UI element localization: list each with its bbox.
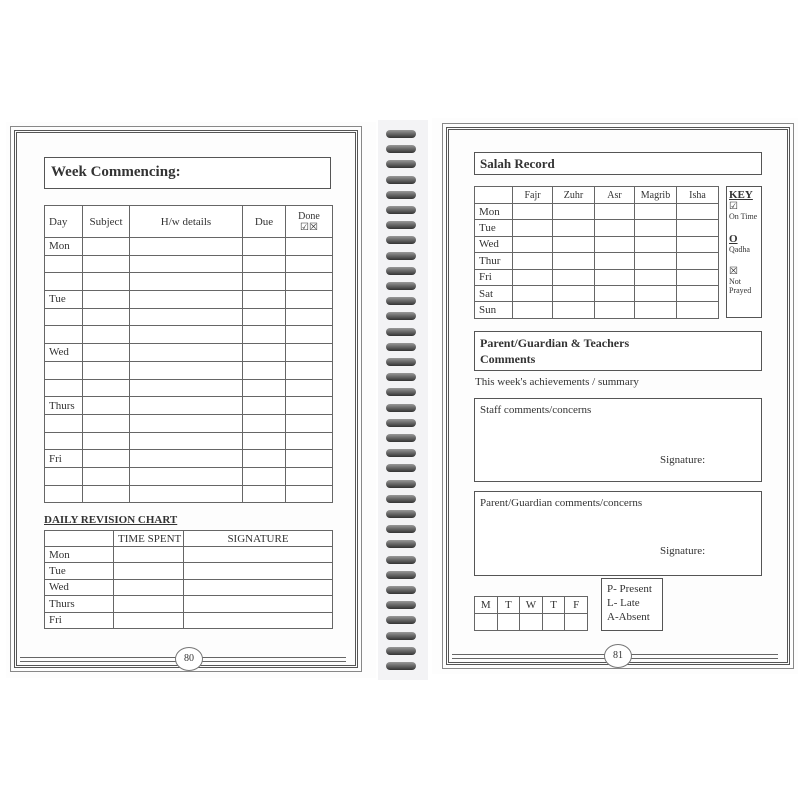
check-box-icon: ☑ xyxy=(300,221,309,233)
table-cell[interactable] xyxy=(635,204,677,220)
table-row xyxy=(475,285,719,301)
table-cell[interactable] xyxy=(243,255,286,273)
table-cell[interactable] xyxy=(83,291,130,309)
day-label: Mon xyxy=(475,204,513,220)
header-isha: Isha xyxy=(677,187,719,204)
table-cell[interactable] xyxy=(243,273,286,291)
table-cell[interactable] xyxy=(130,414,243,432)
table-row xyxy=(45,596,333,612)
key-qadha-symbol: O xyxy=(729,233,738,245)
table-cell[interactable] xyxy=(677,236,719,252)
spiral-ring xyxy=(386,616,416,624)
spiral-ring xyxy=(386,145,416,153)
table-cell[interactable] xyxy=(114,579,184,595)
header-zuhr: Zuhr xyxy=(553,187,595,204)
header-done xyxy=(286,206,333,238)
table-cell[interactable] xyxy=(184,547,333,563)
table-row xyxy=(45,273,333,291)
table-cell[interactable] xyxy=(130,379,243,397)
table-row xyxy=(45,547,333,563)
page-number-80: 80 xyxy=(175,647,203,671)
key-not-prayed: Not Prayed xyxy=(729,277,752,295)
table-cell[interactable] xyxy=(184,563,333,579)
attendance-cell[interactable] xyxy=(475,614,498,631)
table-row xyxy=(45,612,333,628)
table-cell[interactable] xyxy=(595,269,635,285)
parent-signature-label: Signature: xyxy=(660,545,706,557)
table-cell[interactable] xyxy=(130,273,243,291)
table-cell[interactable] xyxy=(677,253,719,269)
table-cell[interactable] xyxy=(243,485,286,503)
spiral-ring xyxy=(386,510,416,518)
table-cell[interactable] xyxy=(286,379,333,397)
header-magrib: Magrib xyxy=(635,187,677,204)
table-cell[interactable] xyxy=(114,596,184,612)
table-cell[interactable] xyxy=(83,273,130,291)
table-cell[interactable] xyxy=(184,579,333,595)
header-asr: Asr xyxy=(595,187,635,204)
header-hw-details: H/w details xyxy=(130,206,243,238)
key-late: L- Late xyxy=(607,597,640,609)
key-qadha: Qadha xyxy=(729,245,750,254)
table-cell[interactable] xyxy=(286,450,333,468)
spiral-ring xyxy=(386,556,416,564)
attendance-entry-row xyxy=(475,614,588,631)
table-cell[interactable] xyxy=(553,269,595,285)
attendance-day: F xyxy=(565,597,588,614)
header-day: Day xyxy=(45,206,83,238)
spiral-ring xyxy=(386,160,416,168)
table-cell[interactable] xyxy=(286,291,333,309)
table-cell[interactable] xyxy=(83,326,130,344)
table-row xyxy=(45,579,333,595)
table-cell[interactable] xyxy=(595,204,635,220)
table-cell[interactable] xyxy=(45,273,83,291)
spiral-ring xyxy=(386,480,416,488)
table-row xyxy=(475,253,719,269)
spiral-ring xyxy=(386,449,416,457)
table-cell[interactable] xyxy=(243,432,286,450)
revision-title: DAILY REVISION CHART xyxy=(44,514,178,526)
table-cell[interactable] xyxy=(513,253,553,269)
salah-record-box xyxy=(474,152,762,175)
table-row xyxy=(475,302,719,318)
table-cell[interactable] xyxy=(553,236,595,252)
table-cell[interactable] xyxy=(83,450,130,468)
table-cell[interactable] xyxy=(130,485,243,503)
table-cell[interactable] xyxy=(114,547,184,563)
table-cell[interactable] xyxy=(130,308,243,326)
attendance-day: T xyxy=(497,597,520,614)
table-cell[interactable] xyxy=(677,204,719,220)
spiral-ring xyxy=(386,130,416,138)
attendance-day: M xyxy=(475,597,498,614)
table-cell[interactable] xyxy=(286,432,333,450)
table-cell[interactable] xyxy=(45,326,83,344)
day-label: Mon xyxy=(45,238,83,256)
week-commencing-label: Week Commencing: xyxy=(51,164,181,180)
table-cell[interactable] xyxy=(45,255,83,273)
spiral-ring xyxy=(386,297,416,305)
spiral-ring xyxy=(386,267,416,275)
table-cell[interactable] xyxy=(130,397,243,415)
table-cell[interactable] xyxy=(553,285,595,301)
table-cell[interactable] xyxy=(677,220,719,236)
table-cell[interactable] xyxy=(130,255,243,273)
table-cell[interactable] xyxy=(243,308,286,326)
salah-title: Salah Record xyxy=(480,156,555,171)
spiral-ring xyxy=(386,236,416,244)
day-label: Wed xyxy=(45,344,83,362)
table-row xyxy=(45,291,333,309)
staff-comments-box[interactable] xyxy=(474,398,762,482)
table-cell[interactable] xyxy=(45,485,83,503)
staff-signature-label: Signature: xyxy=(660,454,706,466)
key-on-time: On Time xyxy=(729,212,758,221)
spiral-ring xyxy=(386,328,416,336)
check-box-icon: ☑ xyxy=(729,201,738,212)
key-title: KEY xyxy=(729,189,753,201)
table-cell[interactable] xyxy=(83,379,130,397)
table-row xyxy=(45,326,333,344)
spiral-ring xyxy=(386,358,416,366)
table-cell[interactable] xyxy=(243,397,286,415)
table-cell[interactable] xyxy=(83,397,130,415)
table-cell[interactable] xyxy=(45,467,83,485)
attendance-day: T xyxy=(542,597,565,614)
spiral-ring xyxy=(386,601,416,609)
table-cell[interactable] xyxy=(83,255,130,273)
week-commencing-box[interactable] xyxy=(44,157,331,189)
table-cell[interactable] xyxy=(83,308,130,326)
table-cell[interactable] xyxy=(286,414,333,432)
day-label: Tue xyxy=(45,563,114,579)
key-present: P- Present xyxy=(607,583,652,595)
table-row xyxy=(45,308,333,326)
table-cell[interactable] xyxy=(243,450,286,468)
spiral-ring xyxy=(386,176,416,184)
table-cell[interactable] xyxy=(83,238,130,256)
header-signature: SIGNATURE xyxy=(184,531,333,547)
table-cell[interactable] xyxy=(243,291,286,309)
spiral-ring xyxy=(386,191,416,199)
spiral-ring xyxy=(386,540,416,548)
table-cell[interactable] xyxy=(130,291,243,309)
table-cell[interactable] xyxy=(286,397,333,415)
day-label: Thur xyxy=(475,253,513,269)
table-cell[interactable] xyxy=(595,236,635,252)
key-absent: A-Absent xyxy=(607,611,650,623)
table-row xyxy=(45,485,333,503)
table-cell[interactable] xyxy=(83,414,130,432)
table-cell[interactable] xyxy=(130,344,243,362)
spiral-ring xyxy=(386,221,416,229)
spiral-ring xyxy=(386,434,416,442)
day-label: Thurs xyxy=(45,596,114,612)
salah-table xyxy=(474,186,719,319)
table-row xyxy=(45,563,333,579)
table-cell[interactable] xyxy=(513,285,553,301)
attendance-cell[interactable] xyxy=(497,614,520,631)
table-row xyxy=(45,379,333,397)
table-cell[interactable] xyxy=(553,253,595,269)
table-cell[interactable] xyxy=(513,204,553,220)
table-cell[interactable] xyxy=(553,204,595,220)
day-label: Sat xyxy=(475,285,513,301)
table-row xyxy=(475,236,719,252)
table-cell[interactable] xyxy=(45,379,83,397)
table-cell[interactable] xyxy=(114,612,184,628)
header-fajr: Fajr xyxy=(513,187,553,204)
table-cell[interactable] xyxy=(83,485,130,503)
table-cell[interactable] xyxy=(243,326,286,344)
day-label: Sun xyxy=(475,302,513,318)
table-cell[interactable] xyxy=(286,238,333,256)
page-number-81: 81 xyxy=(604,644,632,668)
table-row xyxy=(45,344,333,362)
table-header-row xyxy=(45,531,333,547)
spiral-ring xyxy=(386,343,416,351)
header-blank xyxy=(475,187,513,204)
table-row xyxy=(45,467,333,485)
attendance-header-row xyxy=(475,597,588,614)
table-cell[interactable] xyxy=(635,269,677,285)
table-cell[interactable] xyxy=(286,308,333,326)
day-label: Thurs xyxy=(45,397,83,415)
table-cell[interactable] xyxy=(114,563,184,579)
table-cell[interactable] xyxy=(595,253,635,269)
table-cell[interactable] xyxy=(286,485,333,503)
header-time-spent: TIME SPENT xyxy=(114,531,184,547)
spiral-ring xyxy=(386,495,416,503)
table-cell[interactable] xyxy=(130,450,243,468)
table-cell[interactable] xyxy=(45,361,83,379)
table-cell[interactable] xyxy=(286,255,333,273)
comments-title: Parent/Guardian & Teachers Comments xyxy=(480,336,630,366)
table-cell[interactable] xyxy=(595,220,635,236)
homework-table xyxy=(44,205,333,503)
day-label: Fri xyxy=(45,450,83,468)
table-row xyxy=(45,432,333,450)
table-cell[interactable] xyxy=(553,302,595,318)
table-cell[interactable] xyxy=(243,361,286,379)
attendance-cell[interactable] xyxy=(565,614,588,631)
table-cell[interactable] xyxy=(513,302,553,318)
parent-comments-label: Parent/Guardian comments/concerns xyxy=(480,497,643,509)
table-cell[interactable] xyxy=(286,344,333,362)
table-row xyxy=(475,204,719,220)
table-cell[interactable] xyxy=(243,238,286,256)
table-cell[interactable] xyxy=(286,273,333,291)
table-cell[interactable] xyxy=(45,308,83,326)
spiral-ring xyxy=(386,373,416,381)
table-cell[interactable] xyxy=(130,467,243,485)
day-label: Fri xyxy=(475,269,513,285)
table-row xyxy=(475,220,719,236)
table-header-row xyxy=(45,206,333,238)
table-cell[interactable] xyxy=(130,238,243,256)
table-cell[interactable] xyxy=(677,285,719,301)
table-header-row xyxy=(475,187,719,204)
table-cell[interactable] xyxy=(677,269,719,285)
table-cell[interactable] xyxy=(513,220,553,236)
table-cell[interactable] xyxy=(83,344,130,362)
key-box xyxy=(726,186,762,318)
spiral-ring xyxy=(386,252,416,260)
header-due: Due xyxy=(243,206,286,238)
day-label: Tue xyxy=(45,291,83,309)
spiral-ring xyxy=(386,647,416,655)
table-row xyxy=(45,397,333,415)
table-cell[interactable] xyxy=(83,361,130,379)
table-cell[interactable] xyxy=(184,612,333,628)
day-label: Tue xyxy=(475,220,513,236)
header-done-label: Done xyxy=(298,210,320,222)
spiral-ring xyxy=(386,571,416,579)
spiral-ring xyxy=(386,586,416,594)
spiral-ring xyxy=(386,404,416,412)
spiral-ring xyxy=(386,282,416,290)
spiral-ring xyxy=(386,525,416,533)
table-cell[interactable] xyxy=(286,467,333,485)
spiral-ring xyxy=(386,662,416,670)
table-cell[interactable] xyxy=(243,344,286,362)
table-row xyxy=(45,361,333,379)
attendance-key-box xyxy=(601,578,663,631)
table-cell[interactable] xyxy=(635,302,677,318)
table-row xyxy=(45,414,333,432)
x-box-icon: ☒ xyxy=(729,266,738,277)
attendance-day: W xyxy=(520,597,543,614)
table-cell[interactable] xyxy=(635,236,677,252)
table-cell[interactable] xyxy=(595,285,635,301)
spiral-ring xyxy=(386,388,416,396)
table-cell[interactable] xyxy=(45,432,83,450)
table-cell[interactable] xyxy=(635,253,677,269)
table-cell[interactable] xyxy=(184,596,333,612)
spiral-ring xyxy=(386,632,416,640)
table-cell[interactable] xyxy=(45,414,83,432)
revision-table xyxy=(44,530,333,629)
attendance-table xyxy=(474,596,588,631)
table-cell[interactable] xyxy=(286,361,333,379)
table-cell[interactable] xyxy=(243,467,286,485)
table-cell[interactable] xyxy=(243,414,286,432)
table-row xyxy=(45,255,333,273)
table-cell[interactable] xyxy=(513,269,553,285)
day-label: Wed xyxy=(45,579,114,595)
table-cell[interactable] xyxy=(83,467,130,485)
table-cell[interactable] xyxy=(130,326,243,344)
comments-title-box xyxy=(474,331,762,371)
table-cell[interactable] xyxy=(286,326,333,344)
parent-comments-box[interactable] xyxy=(474,491,762,576)
day-label: Wed xyxy=(475,236,513,252)
table-cell[interactable] xyxy=(635,220,677,236)
attendance-cell[interactable] xyxy=(520,614,543,631)
day-label: Fri xyxy=(45,612,114,628)
spiral-ring xyxy=(386,419,416,427)
spiral-ring xyxy=(386,206,416,214)
table-cell[interactable] xyxy=(513,236,553,252)
table-cell[interactable] xyxy=(635,285,677,301)
header-blank xyxy=(45,531,114,547)
table-row xyxy=(45,238,333,256)
spiral-ring xyxy=(386,312,416,320)
spiral-ring xyxy=(386,464,416,472)
table-row xyxy=(475,269,719,285)
table-cell[interactable] xyxy=(83,432,130,450)
table-cell[interactable] xyxy=(243,379,286,397)
table-cell[interactable] xyxy=(677,302,719,318)
header-subject: Subject xyxy=(83,206,130,238)
table-cell[interactable] xyxy=(130,361,243,379)
staff-comments-label: Staff comments/concerns xyxy=(480,404,592,416)
table-cell[interactable] xyxy=(130,432,243,450)
achievements-label: This week's achievements / summary xyxy=(475,376,639,388)
x-box-icon: ☒ xyxy=(309,221,318,233)
attendance-cell[interactable] xyxy=(542,614,565,631)
table-row xyxy=(45,450,333,468)
table-cell[interactable] xyxy=(595,302,635,318)
day-label: Mon xyxy=(45,547,114,563)
table-cell[interactable] xyxy=(553,220,595,236)
spiral-binding xyxy=(378,120,428,680)
